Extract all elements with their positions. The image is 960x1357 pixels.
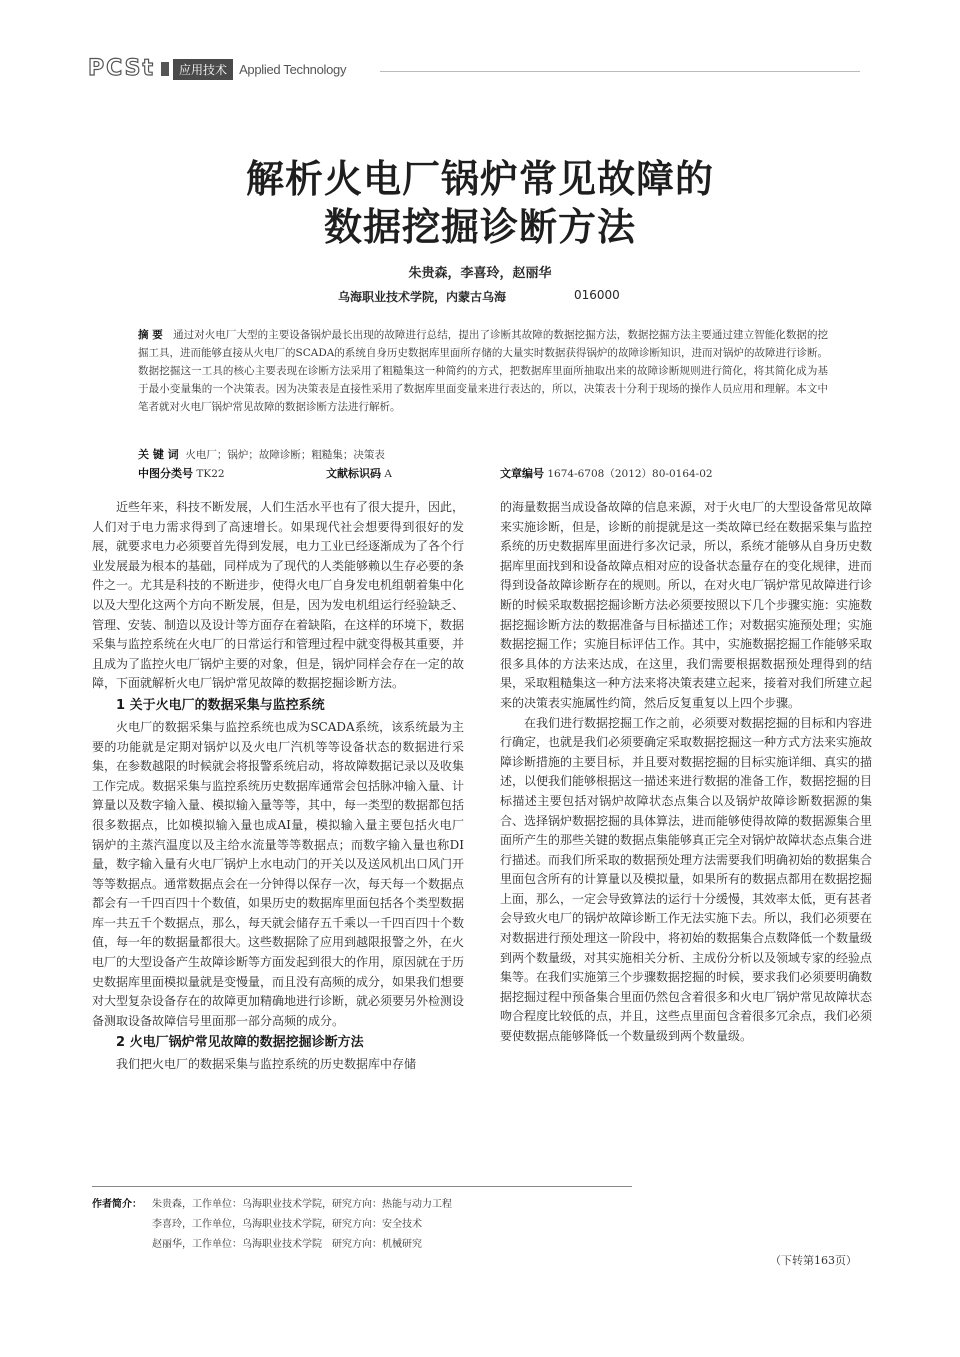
- doc-code-label: 文献标识码: [326, 467, 381, 480]
- header-rule: [380, 71, 860, 72]
- authors: 朱贵森，李喜玲，赵丽华: [408, 266, 552, 281]
- paragraph: 的海量数据当成设备故障的信息来源，对于火电厂的大型设备常见故障来实施诊断，但是，诊断的前提就是这一类故障已经在数据采集与监控系统的历史数据库里面进行多次记录，所以，系统才能够从自身历史数据库里面找到和设备故障点相对应的设备状态量存在的变化规律，进而得到设备故障诊断存在的规则。所以，在对火电厂锅炉常见故障进行诊断的时候采取数据挖掘诊断方法必须要按照以下几个步骤实施：实施数据挖掘诊断方法的数据准备与目标描述工作；对数据实施预处理；实施数据挖掘工作；实施目标评估工作。其中，实施数据挖掘工作能够采取很多具体的方法来达成，在这里，我们需要根据数据预处理得到的结果，采取粗糙集这一种方法来将决策表建立起来，接着对我们所建立起来的决策表实施属性约简，然后反复重复以上四个步骤。: [500, 500, 873, 710]
- author-bio-line1: 朱贵森，工作单位：乌海职业技术学院，研究方向：热能与动力工程: [152, 1199, 452, 1210]
- affiliation: 乌海职业技术学院，内蒙古乌海: [338, 290, 507, 304]
- keywords-label: 关 键 词: [138, 448, 179, 461]
- continued-note: （下转第163页）: [770, 1254, 857, 1267]
- postal-code: 016000: [574, 288, 620, 302]
- paragraph: 在我们进行数据挖掘工作之前，必须要对数据挖掘的目标和内容进行确定，也就是我们必须要确定采取数据挖掘这一种方式方法来实施故障诊断措施的主要目标，并且要对数据挖掘的目标实施详细、真实的描述，以便我们能够根据这一描述来进行数据的准备工作，数据挖掘的目标描述主要包括对锅炉故障状态点集合以及锅炉故障诊断数据源的集合、选择锅炉数据挖掘的具体算法，进而能够使得故障的数据源集合里面所产生的那些关键的数据点集能够真正完全对锅炉故障状态点集合进行描述。而我们所采取的数据预处理方法需要我们明确初始的数据集合里面包含所有的计算量以及模拟量，如果所有的数据点都用在数据挖掘上面，那么，一定会导致算法的运行十分缓慢，其效率太低，更有甚者会导致火电厂的锅炉故障诊断工作无法实施下去。所以，我们必须要在对数据进行预处理这一阶段中，将初始的数据集合点数降低一个数量级到两个数量级，对其实施相关分析、主成份分析以及领域专家的经验点集等。在我们实施第三个步骤数据挖掘的时候，要求我们必须要明确数据挖掘过程中预备集合里面仍然包含着很多和火电厂锅炉常见故障状态吻合程度比较低的点，并且，这些点里面包含着很多冗余点，我们必须要使数据点能够降低一个数量级到两个数量级。: [500, 715, 873, 1044]
- section-label-en: Applied Technology: [239, 61, 347, 77]
- section-label-cn: 应用技术: [173, 59, 233, 80]
- article-number-value: 1674-6708（2012）80-0164-02: [547, 468, 713, 480]
- article-number-label: 文章编号: [500, 467, 544, 480]
- clc-label: 中图分类号: [138, 467, 193, 480]
- doc-code-value: A: [384, 468, 392, 480]
- abstract: [138, 326, 828, 416]
- keywords-text: 火电厂；锅炉；故障诊断；粗糙集；决策表: [185, 449, 385, 461]
- article-title-line2: 数据挖掘诊断方法: [323, 205, 636, 249]
- paragraph: 近些年来，科技不断发展，人们生活水平也有了很大提升，因此，人们对于电力需求得到了高速增长。如果现代社会想要得到很好的发展，就要求电力必须要首先得到发展，电力工业已经逐渐成为了各个行业发展最为根本的基础，同样成为了现代的人类能够赖以生存必要的条件之一。尤其是科技的不断进步，使得火电厂自身发电机组朝着集中化以及大型化这两个方向不断发展，但是，因为发电机组运行经验缺乏、管理、安装、制造以及设计等方面存在着缺陷，在这样的环境下，数据采集与监控系统在火电厂的日常运行和管理过程中就变得极其重要，并且成为了监控火电厂锅炉主要的对象，但是，锅炉同样会存在一定的故障，下面就解析火电厂锅炉常见故障的数据挖掘诊断方法。: [92, 500, 465, 691]
- article-title-line1: 解析火电厂锅炉常见故障的: [245, 157, 714, 201]
- abstract-label: 摘 要: [138, 329, 163, 341]
- body-column-left: [92, 498, 464, 1075]
- author-bio-label-text: 作者简介：: [92, 1199, 142, 1210]
- doc-code: [326, 465, 392, 481]
- journal-header: [88, 56, 346, 82]
- section-heading-2: 2 火电厂锅炉常见故障的数据挖掘诊断方法: [116, 1035, 364, 1051]
- clc-value: TK22: [196, 468, 225, 480]
- body-column-right: [500, 498, 872, 1047]
- clc-number: [138, 465, 225, 481]
- section-heading-1: 1 关于火电厂的数据采集与监控系统: [116, 697, 325, 713]
- author-bio-line3: 赵丽华，工作单位：乌海职业技术学院 研究方向：机械研究: [152, 1239, 422, 1250]
- header-divider-block: [161, 62, 169, 76]
- keywords: [138, 446, 385, 462]
- abstract-text: 通过对火电厂大型的主要设备锅炉最长出现的故障进行总结，提出了诊断其故障的数据挖掘方法，数据挖掘方法主要通过建立智能化数据的挖掘工具，进而能够直接从火电厂的SCADA的系统自身历史数据库里面所存储的大量实时数据获得锅炉的故障诊断知识，进而对锅炉的故障进行诊断。数据挖掘这一工具的核心主要表现在诊断方法采用了粗糙集这一种简约的方式，把数据库里面所抽取出来的故障诊断规则进行简化，将其简化成为基于最小变量集的一个决策表。因为决策表是直接性采用了数据库里面变量来进行表达的，所以，决策表十分利于现场的操作人员应用和理解。本文中笔者就对火电厂锅炉常见故障的数据诊断方法进行解析。: [138, 329, 829, 413]
- paragraph: 火电厂的数据采集与监控系统也成为SCADA系统，该系统最为主要的功能就是定期对锅炉以及火电厂汽机等等设备状态的数据进行采集，在参数越限的时候就会将报警系统启动，将故障数据记录以及收集工作完成。数据采集与监控系统历史数据库通常会包括脉冲输入量、计算量以及数字输入量、模拟输入量等等，其中，每一类型的数据都包括很多数据点，比如模拟输入量也成AI量，模拟输入量主要包括火电厂锅炉的主蒸汽温度以及主给水流量等等数据点；而数字输入量也称DI量，数字输入量有火电厂锅炉上水电动门的开关以及送风机出口风门开等等数据点。通常数据点会在一分钟得以保存一次，每天每一个数据点都会有一千四百四十个数值，如果历史的数据库里面包括各个类型数据库一共五千个数据点，那么，每天就会储存五千乘以一千四百四十个数值，每一年的数据量都很大。这些数据除了应用到越限报警之外，在火电厂的大型设备产生故障诊断等方面发起到很大的作用，原因就在于历史数据库里面模拟量就是变慢量，而且没有高频的成分，如果我们想要对大型复杂设备存在的故障更加精确地进行诊断，就必须要另外检测设备测取设备故障信号里面那一部分高频的成分。: [92, 719, 465, 1028]
- article-number: [500, 465, 713, 481]
- paragraph: 我们把火电厂的数据采集与监控系统的历史数据库中存储: [116, 1057, 417, 1072]
- footnote-rule: [92, 1186, 632, 1187]
- journal-logo: PCSt: [88, 56, 156, 81]
- author-bio-line2: 李喜玲，工作单位，乌海职业技术学院，研究方向：安全技术: [152, 1219, 422, 1230]
- author-bio-label: [92, 1196, 142, 1214]
